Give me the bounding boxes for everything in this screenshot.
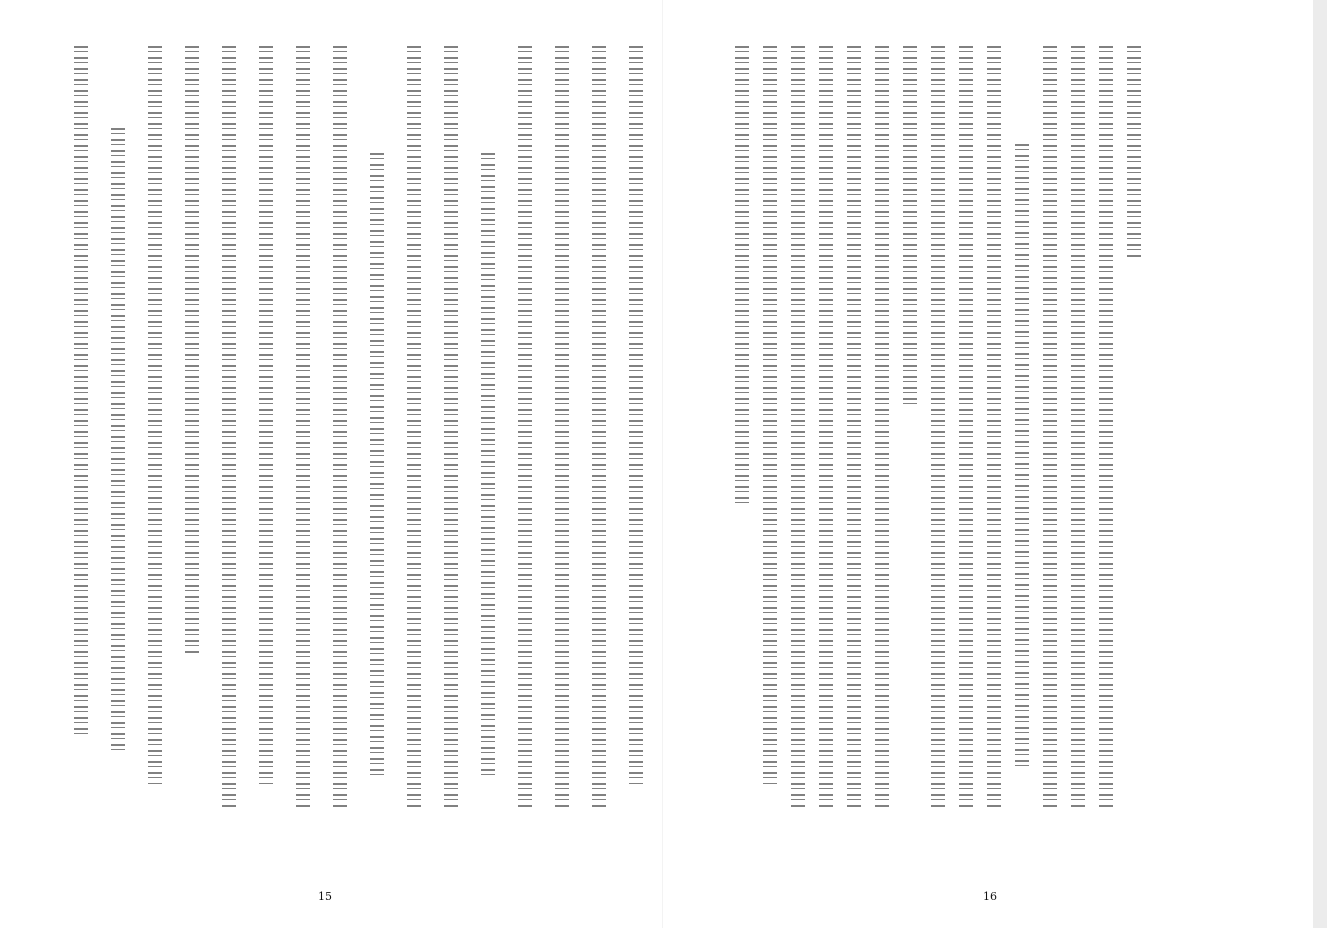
text-column <box>899 46 921 407</box>
text-column <box>1123 46 1145 259</box>
text-column <box>440 46 462 809</box>
text-column <box>551 46 573 809</box>
text-column <box>292 46 314 809</box>
text-column <box>329 46 351 809</box>
text-column <box>1011 144 1033 767</box>
text-column <box>514 46 536 809</box>
page-number-right: 16 <box>983 890 997 903</box>
text-column <box>625 46 647 784</box>
text-column <box>927 46 949 809</box>
text-column <box>1039 46 1061 809</box>
page-number-left: 15 <box>318 890 332 903</box>
text-column <box>144 46 166 784</box>
text-column <box>955 46 977 809</box>
text-column <box>871 46 893 809</box>
text-column <box>815 46 837 809</box>
text-column <box>403 46 425 809</box>
text-column <box>731 46 753 505</box>
viewer-edge <box>1313 0 1327 928</box>
text-column <box>843 46 865 809</box>
text-column <box>759 46 781 784</box>
text-column <box>107 128 129 751</box>
text-column <box>588 46 610 809</box>
text-column <box>181 46 203 653</box>
text-column <box>255 46 277 784</box>
text-column <box>477 153 499 776</box>
text-column <box>983 46 1005 809</box>
text-column <box>70 46 92 735</box>
right-page <box>663 0 1327 928</box>
text-column <box>1067 46 1089 809</box>
text-column <box>787 46 809 809</box>
text-column <box>1095 46 1117 809</box>
left-page <box>0 0 663 928</box>
text-column <box>366 153 388 776</box>
text-column <box>218 46 240 809</box>
